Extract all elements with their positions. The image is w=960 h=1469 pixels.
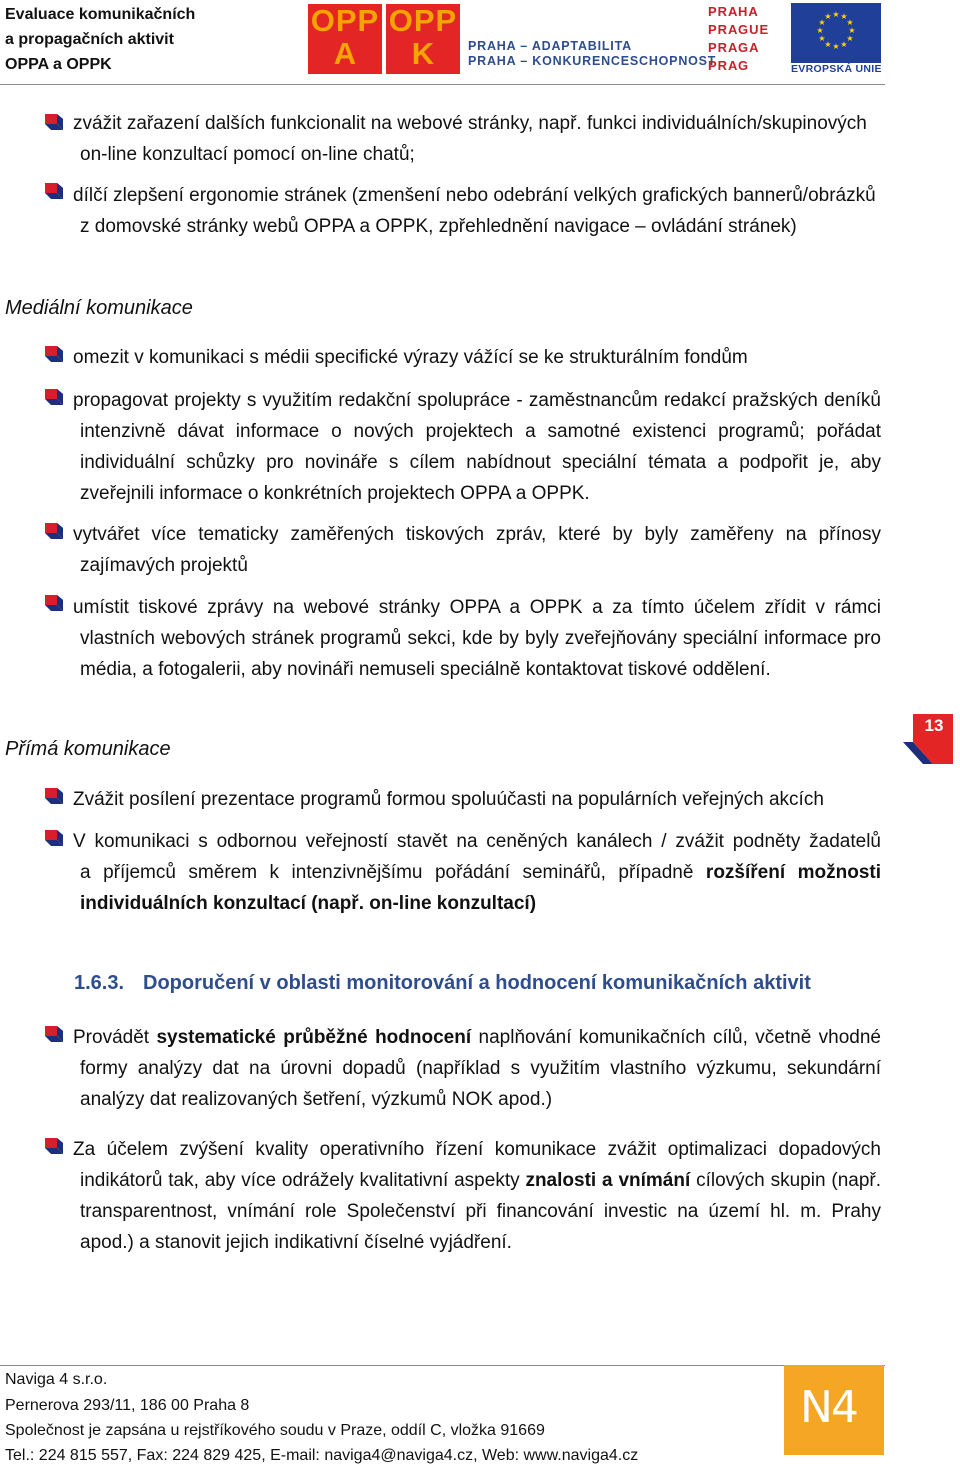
text-run: a příjemců směrem k intenzivnějšímu pořádání seminářů, případně (80, 862, 706, 883)
prague-logo-cell: GA (738, 40, 760, 55)
svg-text:★: ★ (818, 34, 826, 43)
text-line: umístit tiskové zprávy na webové stránky OPPA a OPPK a za tímto účelem zřídit v rámci (73, 597, 881, 618)
list-item (73, 519, 881, 581)
footer-divider (0, 1365, 885, 1366)
title-line: a propagačních aktivit (5, 31, 174, 48)
page-number: 13 (924, 716, 944, 735)
text-line: média, a fotogalerii, aby novináři nemuseli speciálně kontaktovat tiskové oddělení. (80, 659, 771, 680)
text-line: vytvářet více tematicky zaměřených tiskových zpráv, které by byly zaměřeny na přínosy (73, 524, 881, 545)
bullet-icon (45, 830, 63, 846)
list-item (73, 385, 881, 509)
prague-logo-cell: G (738, 58, 750, 73)
text-line: z domovské stránky webů OPPA a OPPK, zpřehlednění navigace – ovládání stránek) (80, 216, 797, 237)
prague-logo-cell: GUE (738, 22, 770, 37)
text-line: apod.) a stanovit jejich indikativní číselné vyjádření. (80, 1232, 512, 1253)
bullet-icon (45, 183, 63, 199)
text-line: Zvážit posílení prezentace programů formou spoluúčasti na populárních veřejných akcích (73, 789, 824, 810)
footer-registry: Společnost je zapsána u rejstříkového soudu v Praze, oddíl C, vložka 91669 (5, 1422, 545, 1439)
svg-text:★: ★ (818, 18, 826, 27)
prague-logo-cell: PRA (708, 58, 739, 73)
list-item (73, 1134, 881, 1258)
bullet-icon (45, 523, 63, 539)
text-line (73, 857, 881, 888)
text-line: Za účelem zvýšení kvality operativního řízení komunikace zvážit optimalizaci dopadových (73, 1139, 881, 1160)
eu-flag-icon (791, 3, 881, 63)
list-item (73, 826, 881, 919)
text-line: zajímavých projektů (80, 555, 248, 576)
text-line: vlastních webových stránek programů sekci, kde by byly zveřejňovány speciální informace pro (80, 628, 881, 649)
title-line: Evaluace komunikačních (5, 6, 196, 23)
bullet-icon (45, 346, 63, 362)
text-line: V komunikaci s odbornou veřejností stavět na ceněných kanálech / zvážit podněty žadatelů (73, 831, 881, 852)
prague-logo-cell: PRA (708, 40, 739, 55)
list-item (73, 784, 881, 815)
list-item (73, 180, 881, 242)
bullet-icon (45, 1026, 63, 1042)
text-line: propagovat projekty s využitím redakční spolupráce - zaměstnancům redakcí pražských deníků (73, 390, 881, 411)
list-item (73, 108, 881, 170)
emphasis: znalosti a vnímání (525, 1170, 691, 1191)
emphasis: individuálních konzultací (např. on-line konzultací) (80, 893, 537, 914)
text-run: indikátorů tak, aby více odrážely kvalitativní aspekty (80, 1170, 526, 1191)
text-line: zveřejnili informace o konkrétních projektech OPPA a OPPK. (80, 483, 590, 504)
prague-logo-cell: PRA (708, 4, 739, 19)
prague-logo-cell: PRA (708, 22, 739, 37)
bullet-icon (45, 1138, 63, 1154)
text-line: on-line konzultací pomocí on-line chatů; (80, 144, 415, 165)
bullet-icon (45, 114, 63, 130)
section-heading: Přímá komunikace (5, 738, 171, 760)
svg-text:★: ★ (846, 34, 854, 43)
oppk-logo (386, 4, 460, 74)
text-line: transparentnost, vnímání role Společenství při financování investic na území hl. m. Prahy (80, 1201, 881, 1222)
text-line: intenzivně dávat informace o nových projektech a samotné existenci programů; pořádat (80, 421, 881, 442)
bullet-icon (45, 595, 63, 611)
bullet-icon (45, 788, 63, 804)
svg-text:★: ★ (848, 26, 856, 35)
program-names (468, 39, 716, 69)
naviga4-logo-text: N4 (800, 1382, 857, 1433)
oppa-logo-bottom: A (333, 36, 357, 71)
text-line: dílčí zlepšení ergonomie stránek (zmenšení nebo odebrání velkých grafických bannerů/obrázků (73, 185, 876, 206)
eu-caption: EVROPSKÁ UNIE (791, 63, 882, 75)
text-run: cílových skupin (např. (690, 1170, 882, 1191)
oppk-logo-bottom: K (411, 36, 435, 71)
text-line: omezit v komunikaci s médii specifické výrazy vážící se ke strukturálním fondům (73, 347, 748, 368)
text-line (73, 1022, 881, 1053)
prague-logo (708, 3, 774, 75)
list-item (73, 342, 881, 373)
text-line: formy analýzy dat na úrovni dopadů (například s využitím vlastního výzkumu, sekundární (80, 1058, 881, 1079)
svg-text:★: ★ (816, 26, 824, 35)
oppa-logo-top: OPP (310, 3, 380, 38)
svg-text:★: ★ (824, 12, 832, 21)
eu-stars-icon (791, 3, 881, 63)
text-line (73, 888, 881, 919)
oppk-logo-top: OPP (388, 3, 458, 38)
svg-text:★: ★ (832, 10, 840, 19)
emphasis: rozšíření možnosti (705, 862, 881, 883)
text-line: individuální schůzky pro novináře s cílem nabídnout speciální témata a podpořit je, aby (80, 452, 881, 473)
text-run: Provádět (73, 1027, 157, 1048)
subsection-number: 1.6.3. (74, 972, 125, 994)
emphasis: systematické průběžné hodnocení (156, 1027, 472, 1048)
svg-text:★: ★ (846, 18, 854, 27)
footer-company: Naviga 4 s.r.o. (5, 1371, 108, 1388)
header-divider (0, 84, 885, 85)
svg-text:★: ★ (840, 12, 848, 21)
list-item (73, 592, 881, 685)
program-name: PRAHA – KONKURENCESCHOPNOST (468, 54, 717, 68)
subsection-title: Doporučení v oblasti monitorování a hodnocení komunikačních aktivit (143, 972, 811, 994)
prague-logo-cell: HA (738, 4, 759, 19)
text-line: analýzy dat realizovaných šetření, výzkumů NOK apod.) (80, 1089, 553, 1110)
oppa-logo (308, 4, 382, 74)
bullet-icon (45, 389, 63, 405)
section-heading: Mediální komunikace (5, 297, 193, 319)
title-line: OPPA a OPPK (5, 56, 112, 73)
program-name: PRAHA – ADAPTABILITA (468, 39, 632, 53)
svg-text:★: ★ (840, 40, 848, 49)
svg-text:★: ★ (832, 42, 840, 51)
document-title (5, 2, 195, 77)
text-run: naplňování komunikačních cílů, včetně vhodné (471, 1027, 881, 1048)
footer-address: Pernerova 293/11, 186 00 Praha 8 (5, 1397, 250, 1414)
svg-text:★: ★ (824, 40, 832, 49)
text-line: zvážit zařazení dalších funkcionalit na webové stránky, např. funkci individuálních/skupinových (73, 113, 867, 134)
list-item (73, 1022, 881, 1115)
footer-contact: Tel.: 224 815 557, Fax: 224 829 425, E-mail: naviga4@naviga4.cz, Web: www.naviga4.cz (5, 1447, 639, 1464)
text-line (73, 1165, 881, 1196)
